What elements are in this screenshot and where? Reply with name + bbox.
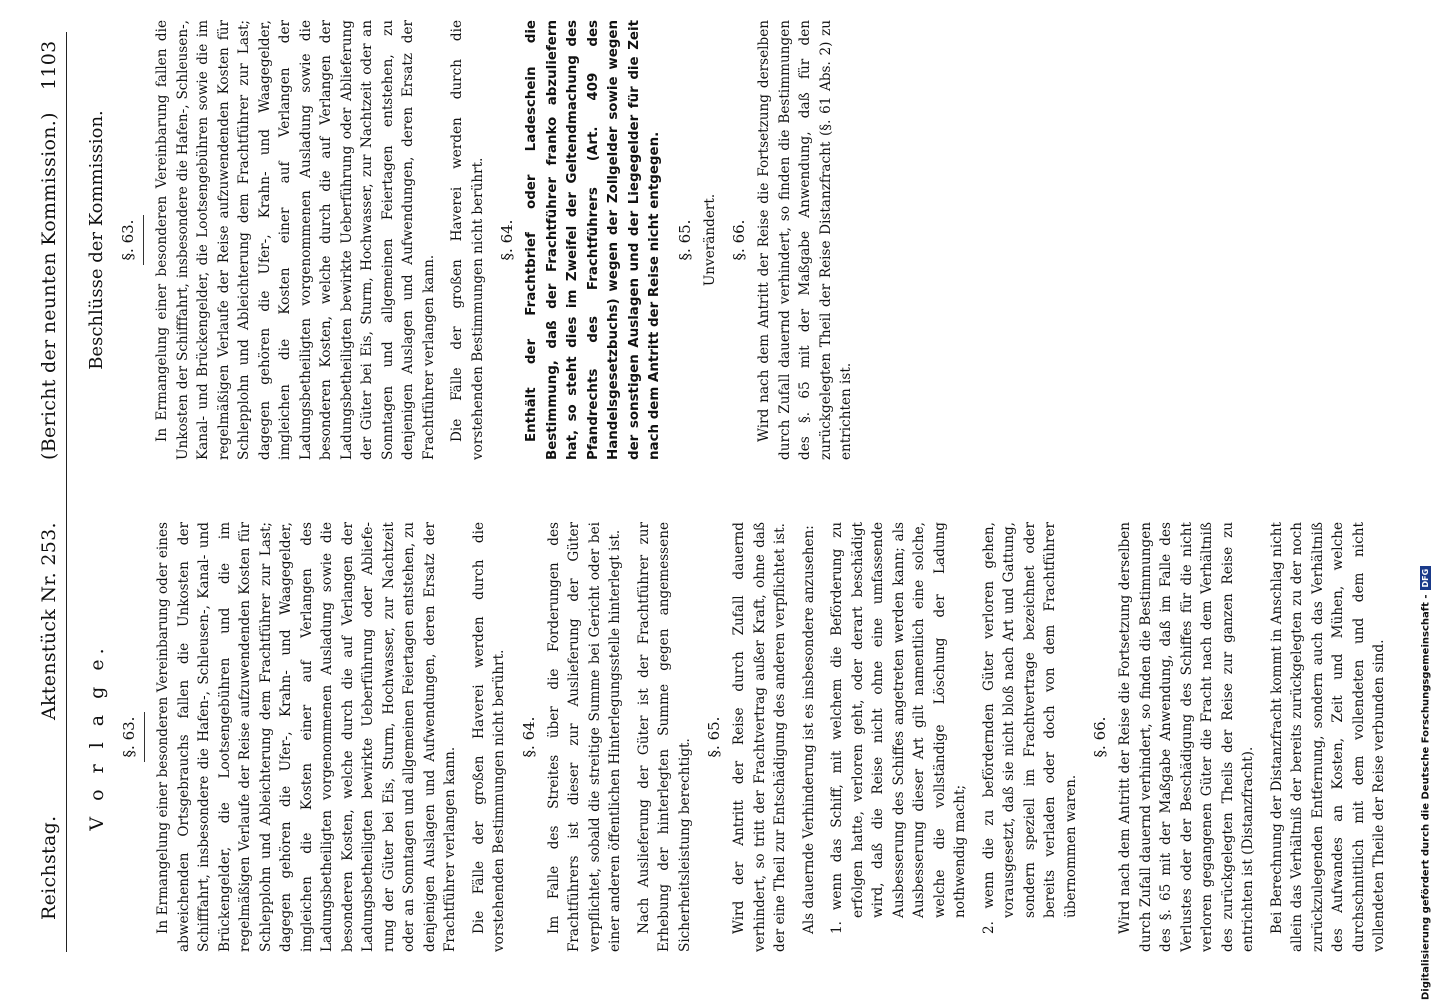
page-header <box>38 20 64 980</box>
list-item: 1. wenn das Schiff, mit welchem die Beförderung zu erfolgen hatte, verloren geht, oder derart beschädigt wird, daß die Reise nicht ohne eine umfassende Ausbesserung des Schiffes angetreten werden kann; als Ausbesserung dieser Art gilt namentlich eine solche, welche die vollständige Löschung der Ladung nothwendig macht; <box>829 522 968 934</box>
paragraph: Wird nach dem Antritt der Reise die Fortsetzung derselben durch Zufall dauernd verhindert, so finden die Bestimmungen des §. 65 mit der Maßgabe Anwendung, daß für den zurückgelegten Theil der Reise Distanzfracht (§. 61 Abs. 2) zu entrichten ist. <box>756 20 854 460</box>
paragraph: Wird der Antritt der Reise durch Zufall dauernd verhindert, so tritt der Frachtvertrag außer Kraft, ohne daß der eine Theil zur Entschädigung des anderen verpflichtet ist. <box>731 522 788 952</box>
column-title-beschluesse: Beschlüsse der Kommission. <box>86 110 107 370</box>
left-column-vorlage <box>80 522 1398 952</box>
paragraph-bold: Enthält der Frachtbrief oder Ladeschein die Bestimmung, daß der Frachtführer franko abzuliefern hat, so steht dies im Zweifel der Geltendmachung des Pfandrechts des Frachtführers (Art. 409 des Handelsgesetzbuchs) wegen der Zollgelder sowie wegen der sonstigen Auslagen und der Liegegelder für die Zeit nach dem Antritt der Reise nicht entgegen. <box>524 20 662 460</box>
list-item: 2. wenn die zu befördernden Güter verloren gehen, vorausgesetzt, daß sie nicht bloß nach Art und Gattung, sondern speziell im Frachtvertrage bezeichnet oder bereits verladen oder doch von dem Frachtführer übernommen waren. <box>980 522 1079 934</box>
dfg-logo: DFG <box>1420 566 1431 591</box>
header-reichstag: Reichstag. <box>38 815 60 920</box>
section-66-label: §. 66. <box>1091 716 1109 758</box>
page-number: 1103 <box>38 40 60 90</box>
paragraph: Die Fälle der großen Haverei werden durch die vorstehenden Bestimmungen nicht berührt. <box>449 20 486 460</box>
paragraph: Wird nach dem Antritt der Reise die Fortsetzung derselben durch Zufall dauernd verhindert, so finden die Bestimmungen des §. 65 mit der Maßgabe Anwendung, daß im Falle des Verlustes oder der Beschädigung des Schiffes für die nicht verloren gegangenen Güter die Fracht nach dem Verhältniß des zurückgelegten Theils der Reise zur ganzen Reise zu entrichten ist (Distanzfracht). <box>1117 522 1256 952</box>
paragraph: Als dauernde Verhinderung ist es insbesondere anzusehen: <box>800 525 817 934</box>
paragraph: Nach Auslieferung der Güter ist der Frachtführer zur Erhebung der hinterlegten Summe gegen angemessene Sicherheitsleistung berechtigt. <box>635 522 693 952</box>
paragraph: Bei Berechnung der Distanzfracht kommt in Anschlag nicht allein das Verhältniß der bereits zurückgelegten zu der noch zurückzulegenden Entfernung, sondern auch das Verhältniß des Aufwandes an Kosten, Zeit und Mühen, welche durchschnittlich mit dem vollendeten und dem nicht vollendeten Theile der Reise verbunden sind. <box>1268 522 1387 952</box>
paragraph-unveraendert: Unverändert. <box>701 193 718 287</box>
column-title-vorlage: V o r l a g e. <box>86 643 108 831</box>
paragraph: Im Falle des Streites über die Forderungen des Frachtführers ist dieser zur Auslieferung der Güter verpflichtet, sobald die streitige Summe bei Gericht oder bei einer anderen öffentlichen Hinterlegungsstelle hinterlegt ist. <box>545 522 623 952</box>
header-aktenstueck: Aktenstück Nr. 253. <box>38 522 60 720</box>
section-64-label: §. 64. <box>498 219 516 261</box>
paragraph: In Ermangelung einer besonderen Vereinbarung oder eines abweichenden Ortsgebrauchs fallen die Unkosten der Schifffahrt, insbesondere die Hafen-, Schleusen-, Kanal- und Brückengelder, die Lootsengebühren und die im regelmäßigen Verlaufe der Reise aufzuwendenden Kosten für Schlepplohn und Ableichterung dem Frachtführer zur Last; dagegen gehören die Ufer-, Krahn- und Waagegelder, imgleichen die Kosten einer auf Verlangen des Ladungsbetheiligten vorgenommenen Ausladung sowie die besonderen Kosten, welche durch die auf Verlangen der Ladungsbetheiligten bewirkte Ueberführung oder Ablieferung der Güter bei Eis, Sturm, Hochwasser, zur Nachtzeit oder an Sonntagen und allgemeinen Feiertagen entstehen, zu denjenigen Auslagen und Aufwendungen, deren Ersatz der Frachtführer verlangen kann. <box>155 522 458 952</box>
digitization-footer <box>1420 0 1432 1000</box>
header-rule <box>66 32 67 952</box>
section-66-label: §. 66. <box>730 219 748 261</box>
section-65-label: §. 65. <box>705 716 723 758</box>
footer-text: Digitalisierung gefördert durch die Deutsche Forschungsgemeinschaft - <box>1420 594 1432 1000</box>
right-column-beschluesse <box>80 20 865 460</box>
paragraph: Die Fälle der großen Haverei werden durch die vorstehenden Bestimmungen nicht berührt. <box>470 522 507 952</box>
section-65-label: §. 65. <box>675 219 694 261</box>
section-divider <box>144 712 145 762</box>
paragraph: In Ermangelung einer besonderen Vereinbarung fallen die Unkosten der Schifffahrt, insbesondere die Hafen-, Schleusen-, Kanal- und Brückengelder, die Lootsengebühren sowie die im regelmäßigen Verlaufe der Reise aufzuwendenden Kosten für Schlepplohn und Ableichterung dem Frachtführer zur Last; dagegen gehören die Ufer-, Krahn- und Waagegelder, imgleichen die Kosten einer auf Verlangen der Ladungsbetheiligten vorgenommenen Ausladung sowie die besonderen Kosten, welche durch die auf Verlangen der Ladungsbetheiligten bewirkte Ueberführung oder Ablieferung der Güter bei Eis, Sturm, Hochwasser, zur Nachtzeit oder an Sonntagen und allgemeinen Feiertagen entstehen, zu denjenigen Auslagen und Aufwendungen, deren Ersatz der Frachtführer verlangen kann. <box>154 20 437 460</box>
section-divider <box>143 215 144 265</box>
section-63-label: §. 63. <box>119 219 137 261</box>
section-64-label: §. 64. <box>519 716 538 758</box>
section-63-label: §. 63. <box>120 716 138 758</box>
header-bericht: (Bericht der neunten Kommission.) <box>38 112 60 460</box>
